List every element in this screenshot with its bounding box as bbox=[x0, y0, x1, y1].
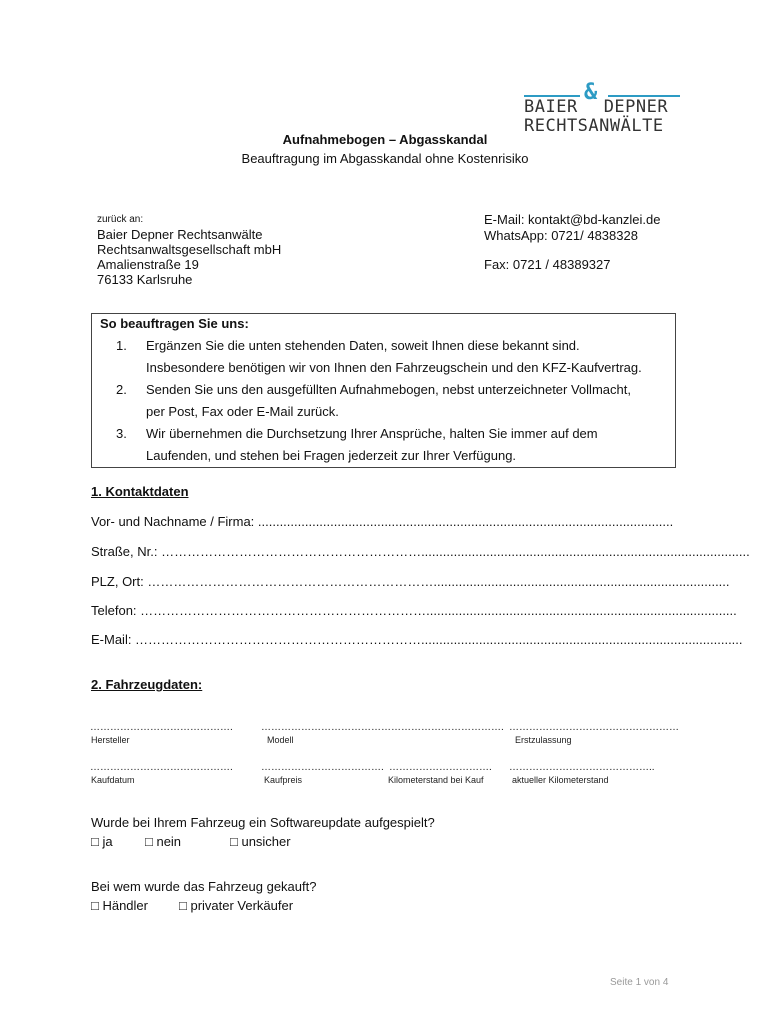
street-field[interactable]: Straße, Nr.: ……………………………………………………........................................................................................... bbox=[91, 544, 750, 559]
logo-line-2: RECHTSANWÄLTE bbox=[524, 116, 664, 136]
address-line: Baier Depner Rechtsanwälte bbox=[97, 227, 263, 242]
address-line: Rechtsanwaltsgesellschaft mbH bbox=[97, 242, 282, 257]
step-number: 3. bbox=[116, 426, 127, 441]
purchase-price-caption: Kaufpreis bbox=[264, 775, 303, 785]
address-line: 76133 Karlsruhe bbox=[97, 272, 193, 287]
logo-baier: BAIER bbox=[524, 97, 578, 117]
software-update-question: Wurde bei Ihrem Fahrzeug ein Softwareupdate aufgespielt? bbox=[91, 815, 435, 830]
purchase-price-field[interactable]: ………………………………. bbox=[261, 762, 384, 773]
return-label: zurück an: bbox=[97, 214, 144, 225]
address-line: Amalienstraße 19 bbox=[97, 257, 199, 272]
step-number: 2. bbox=[116, 382, 127, 397]
purchase-date-field[interactable]: ……………………………………. bbox=[90, 762, 233, 773]
current-mileage-caption: aktueller Kilometerstand bbox=[512, 775, 609, 785]
option-nein-checkbox[interactable]: □ nein bbox=[145, 834, 182, 849]
logo-ampersand: & bbox=[584, 80, 598, 105]
mileage-purchase-field[interactable]: …………………………. bbox=[389, 762, 492, 773]
registration-caption: Erstzulassung bbox=[515, 735, 572, 745]
current-mileage-field[interactable]: …………………………………….. bbox=[509, 762, 655, 773]
step-text: Insbesondere benötigen wir von Ihnen den Fahrzeugschein und den KFZ-Kaufvertrag. bbox=[146, 360, 642, 375]
name-field[interactable]: Vor- und Nachname / Firma: ................................................................................................................... bbox=[91, 514, 674, 529]
company-logo bbox=[524, 80, 680, 136]
page-number: Seite 1 von 4 bbox=[610, 977, 669, 988]
option-privat-checkbox[interactable]: □ privater Verkäufer bbox=[179, 898, 294, 913]
manufacturer-caption: Hersteller bbox=[91, 735, 130, 745]
model-field[interactable]: ………………………………………………………………. bbox=[261, 722, 504, 733]
option-haendler-checkbox[interactable]: □ Händler bbox=[91, 898, 148, 913]
model-caption: Modell bbox=[267, 735, 294, 745]
logo-line-1 bbox=[524, 97, 668, 117]
email-field[interactable]: E-Mail: …………………………………………………………......................................................................................... bbox=[91, 632, 743, 647]
instructions-title: So beauftragen Sie uns: bbox=[100, 316, 249, 331]
manufacturer-field[interactable]: ……………………………………. bbox=[90, 722, 233, 733]
step-text: Ergänzen Sie die unten stehenden Daten, soweit Ihnen diese bekannt sind. bbox=[146, 338, 580, 353]
instructions-box bbox=[91, 313, 676, 468]
seller-question: Bei wem wurde das Fahrzeug gekauft? bbox=[91, 879, 317, 894]
zip-city-field[interactable]: PLZ, Ort: ………………………………………………………….................................................................................. bbox=[91, 574, 730, 589]
step-text: Laufenden, und stehen bei Fragen jederzeit zur Ihrer Verfügung. bbox=[146, 448, 517, 463]
option-unsicher-checkbox[interactable]: □ unsicher bbox=[230, 834, 291, 849]
contact-info bbox=[484, 212, 661, 273]
registration-field[interactable]: …………………………………………… bbox=[509, 722, 679, 733]
step-text: Wir übernehmen die Durchsetzung Ihrer Ansprüche, halten Sie immer auf dem bbox=[146, 426, 598, 441]
mileage-purchase-caption: Kilometerstand bei Kauf bbox=[388, 775, 484, 785]
step-text: Senden Sie uns den ausgefüllten Aufnahmebogen, nebst unterzeichneter Vollmacht, bbox=[146, 382, 631, 397]
option-ja-checkbox[interactable]: □ ja bbox=[91, 834, 113, 849]
contact-whatsapp: WhatsApp: 0721/ 4838328 bbox=[484, 228, 638, 243]
form-subtitle: Beauftragung im Abgasskandal ohne Kostenrisiko bbox=[241, 151, 529, 166]
step-text: per Post, Fax oder E-Mail zurück. bbox=[146, 404, 339, 419]
section-vehicle-heading: 2. Fahrzeugdaten: bbox=[91, 677, 203, 692]
return-address bbox=[97, 212, 281, 287]
phone-field[interactable]: Telefon: …………………………………………………………...................................................................................... bbox=[91, 603, 737, 618]
step-number: 1. bbox=[116, 338, 127, 353]
logo-depner: DEPNER bbox=[603, 97, 669, 117]
section-contact-heading: 1. Kontaktdaten bbox=[91, 484, 189, 499]
form-title: Aufnahmebogen – Abgasskandal bbox=[282, 132, 488, 147]
purchase-date-caption: Kaufdatum bbox=[91, 775, 135, 785]
contact-email: E-Mail: kontakt@bd-kanzlei.de bbox=[484, 212, 661, 227]
contact-fax: Fax: 0721 / 48389327 bbox=[484, 257, 611, 272]
